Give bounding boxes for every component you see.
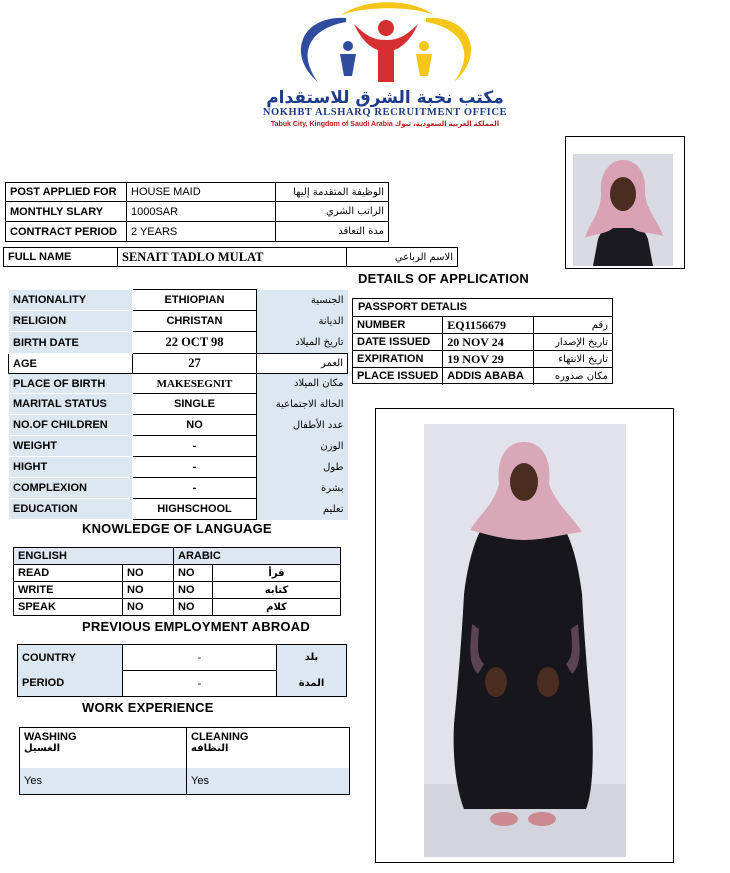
skill-washing [20,728,187,768]
personal-value: SINGLE [133,394,257,415]
table-row [9,394,348,415]
personal-label: NO.OF CHILDREN [9,415,133,436]
previous-employment-heading: PREVIOUS EMPLOYMENT ABROAD [82,619,310,634]
passport-value: 20 NOV 24 [443,334,534,351]
language-arabic-value: NO [174,565,213,582]
language-arabic-value: NO [174,599,213,616]
personal-value: HIGHSCHOOL [133,499,257,520]
personal-label: WEIGHT [9,436,133,457]
employment-label: PERIOD [18,671,123,697]
personal-label-ar: تعليم [257,499,348,520]
personal-label-ar: الجنسية [257,290,348,311]
personal-value: - [133,457,257,478]
language-english-value: NO [123,582,174,599]
language-skill: WRITE [14,582,123,599]
passport-label: EXPIRATION [353,351,443,368]
personal-value: CHRISTAN [133,311,257,332]
language-skill-ar: كتابه [213,582,341,599]
skill-value: Yes [20,768,187,795]
personal-label: COMPLEXION [9,478,133,499]
personal-value: MAKESEGNIT [133,374,257,394]
portrait-figure [573,154,673,266]
job-label: MONTHLY SLARY [6,202,127,222]
passport-label-ar: تاريخ الانتهاء [534,351,612,368]
portrait-photo [565,136,685,269]
table-row [18,671,347,697]
personal-value: 27 [133,354,257,374]
full-body-photo [375,408,674,863]
personal-label: NATIONALITY [9,290,133,311]
language-skill-ar: قرأ [213,565,341,582]
table-row [9,499,348,520]
personal-label: MARITAL STATUS [9,394,133,415]
passport-label: PLACE ISSUED [353,368,443,385]
personal-label-ar: تاريخ الميلاد [257,332,348,354]
table-row [9,332,348,354]
table-row [9,415,348,436]
language-table [13,547,341,616]
language-arabic-value: NO [174,582,213,599]
job-label-ar: مدة التعاقد [276,222,389,242]
personal-value: - [133,436,257,457]
personal-value: ETHIOPIAN [133,290,257,311]
skill-label: WASHING [24,731,77,743]
table-row [20,728,350,768]
personal-label-ar: الديانة [257,311,348,332]
job-label: CONTRACT PERIOD [6,222,127,242]
table-row [14,599,341,616]
language-col-arabic: ARABIC [174,548,341,565]
full-body-figure [424,424,626,857]
table-row [14,565,341,582]
skill-label: CLEANING [191,731,249,743]
personal-table [8,289,348,520]
table-row [353,368,612,385]
job-value: HOUSE MAID [127,183,276,202]
table-row [14,582,341,599]
table-row [9,311,348,332]
employment-value: - [123,671,277,697]
office-name-english: NOKHBT ALSHARQ RECRUITMENT OFFICE [262,107,508,118]
office-name-arabic: مكتب نخبة الشرق للاستقدام [266,88,504,108]
language-skill: READ [14,565,123,582]
personal-label: PLACE OF BIRTH [9,374,133,394]
language-english-value: NO [123,565,174,582]
table-row [9,478,348,499]
personal-label-ar: عدد الأطفال [257,415,348,436]
full-name-label: FULL NAME [4,248,118,267]
job-label-ar: الراتب الشري [276,202,389,222]
personal-label: BIRTH DATE [9,332,133,354]
personal-value: 22 OCT 98 [133,332,257,354]
table-row [9,436,348,457]
full-name-row [3,247,458,267]
passport-table [353,316,612,385]
details-heading: DETAILS OF APPLICATION [358,271,529,286]
job-value: 2 YEARS [127,222,276,242]
language-skill-ar: كلام [213,599,341,616]
job-table [5,182,389,242]
employment-label-ar: المدة [277,671,347,697]
office-location: Tabuk City, Kingdom of Saudi Arabia المملكة العربية السعودية، تبوك [270,121,500,128]
skill-label-ar: النظافه [191,743,229,754]
table-row [9,374,348,394]
table-row [14,548,341,565]
passport-value: 19 NOV 29 [443,351,534,368]
language-english-value: NO [123,599,174,616]
table-row [353,317,612,334]
passport-label: NUMBER [353,317,443,334]
passport-label-ar: رقم [534,317,612,334]
skill-cleaning [187,728,350,768]
table-row [9,457,348,478]
previous-employment-table [17,644,347,697]
language-col-english: ENGLISH [18,550,67,562]
personal-label: EDUCATION [9,499,133,520]
job-value: 1000SAR [127,202,276,222]
full-name-value: SENAIT TADLO MULAT [118,248,347,267]
passport-value: ADDIS ABABA [443,368,534,385]
skill-label-ar: الغسيل [24,743,61,754]
passport-label: DATE ISSUED [353,334,443,351]
skill-value: Yes [191,774,209,787]
personal-label: AGE [9,354,133,374]
table-row [9,354,348,374]
table-row [18,645,347,671]
passport-title: PASSPORT DETALIS [358,301,467,313]
passport-label-ar: مكان صدوره [534,368,612,385]
table-row [20,768,350,795]
personal-label-ar: الوزن [257,436,348,457]
job-label: POST APPLIED FOR [6,183,127,202]
table-row [353,334,612,351]
table-row [9,290,348,311]
personal-label-ar: الحالة الاجتماعية [257,394,348,415]
personal-label-ar: طول [257,457,348,478]
personal-label: HIGHT [9,457,133,478]
full-name-label-ar: الاسم الرباعي [347,248,458,267]
employment-value: - [123,645,277,671]
personal-value: NO [133,415,257,436]
language-skill: SPEAK [14,599,123,616]
personal-label: RELIGION [9,311,133,332]
passport-value: EQ1156679 [443,317,534,334]
employment-label: COUNTRY [18,645,123,671]
personal-label-ar: العمر [257,354,348,374]
personal-label-ar: مكان الميلاد [257,374,348,394]
work-experience-table [19,727,350,795]
language-heading: KNOWLEDGE OF LANGUAGE [82,521,272,536]
personal-label-ar: بشرة [257,478,348,499]
work-experience-heading: WORK EXPERIENCE [82,700,214,715]
table-row [353,351,612,368]
passport-label-ar: تاريخ الإصدار [534,334,612,351]
personal-value: - [133,478,257,499]
employment-label-ar: بلد [277,645,347,671]
job-label-ar: الوظيفة المتقدمة إليها [276,183,389,202]
passport-box [352,298,613,384]
